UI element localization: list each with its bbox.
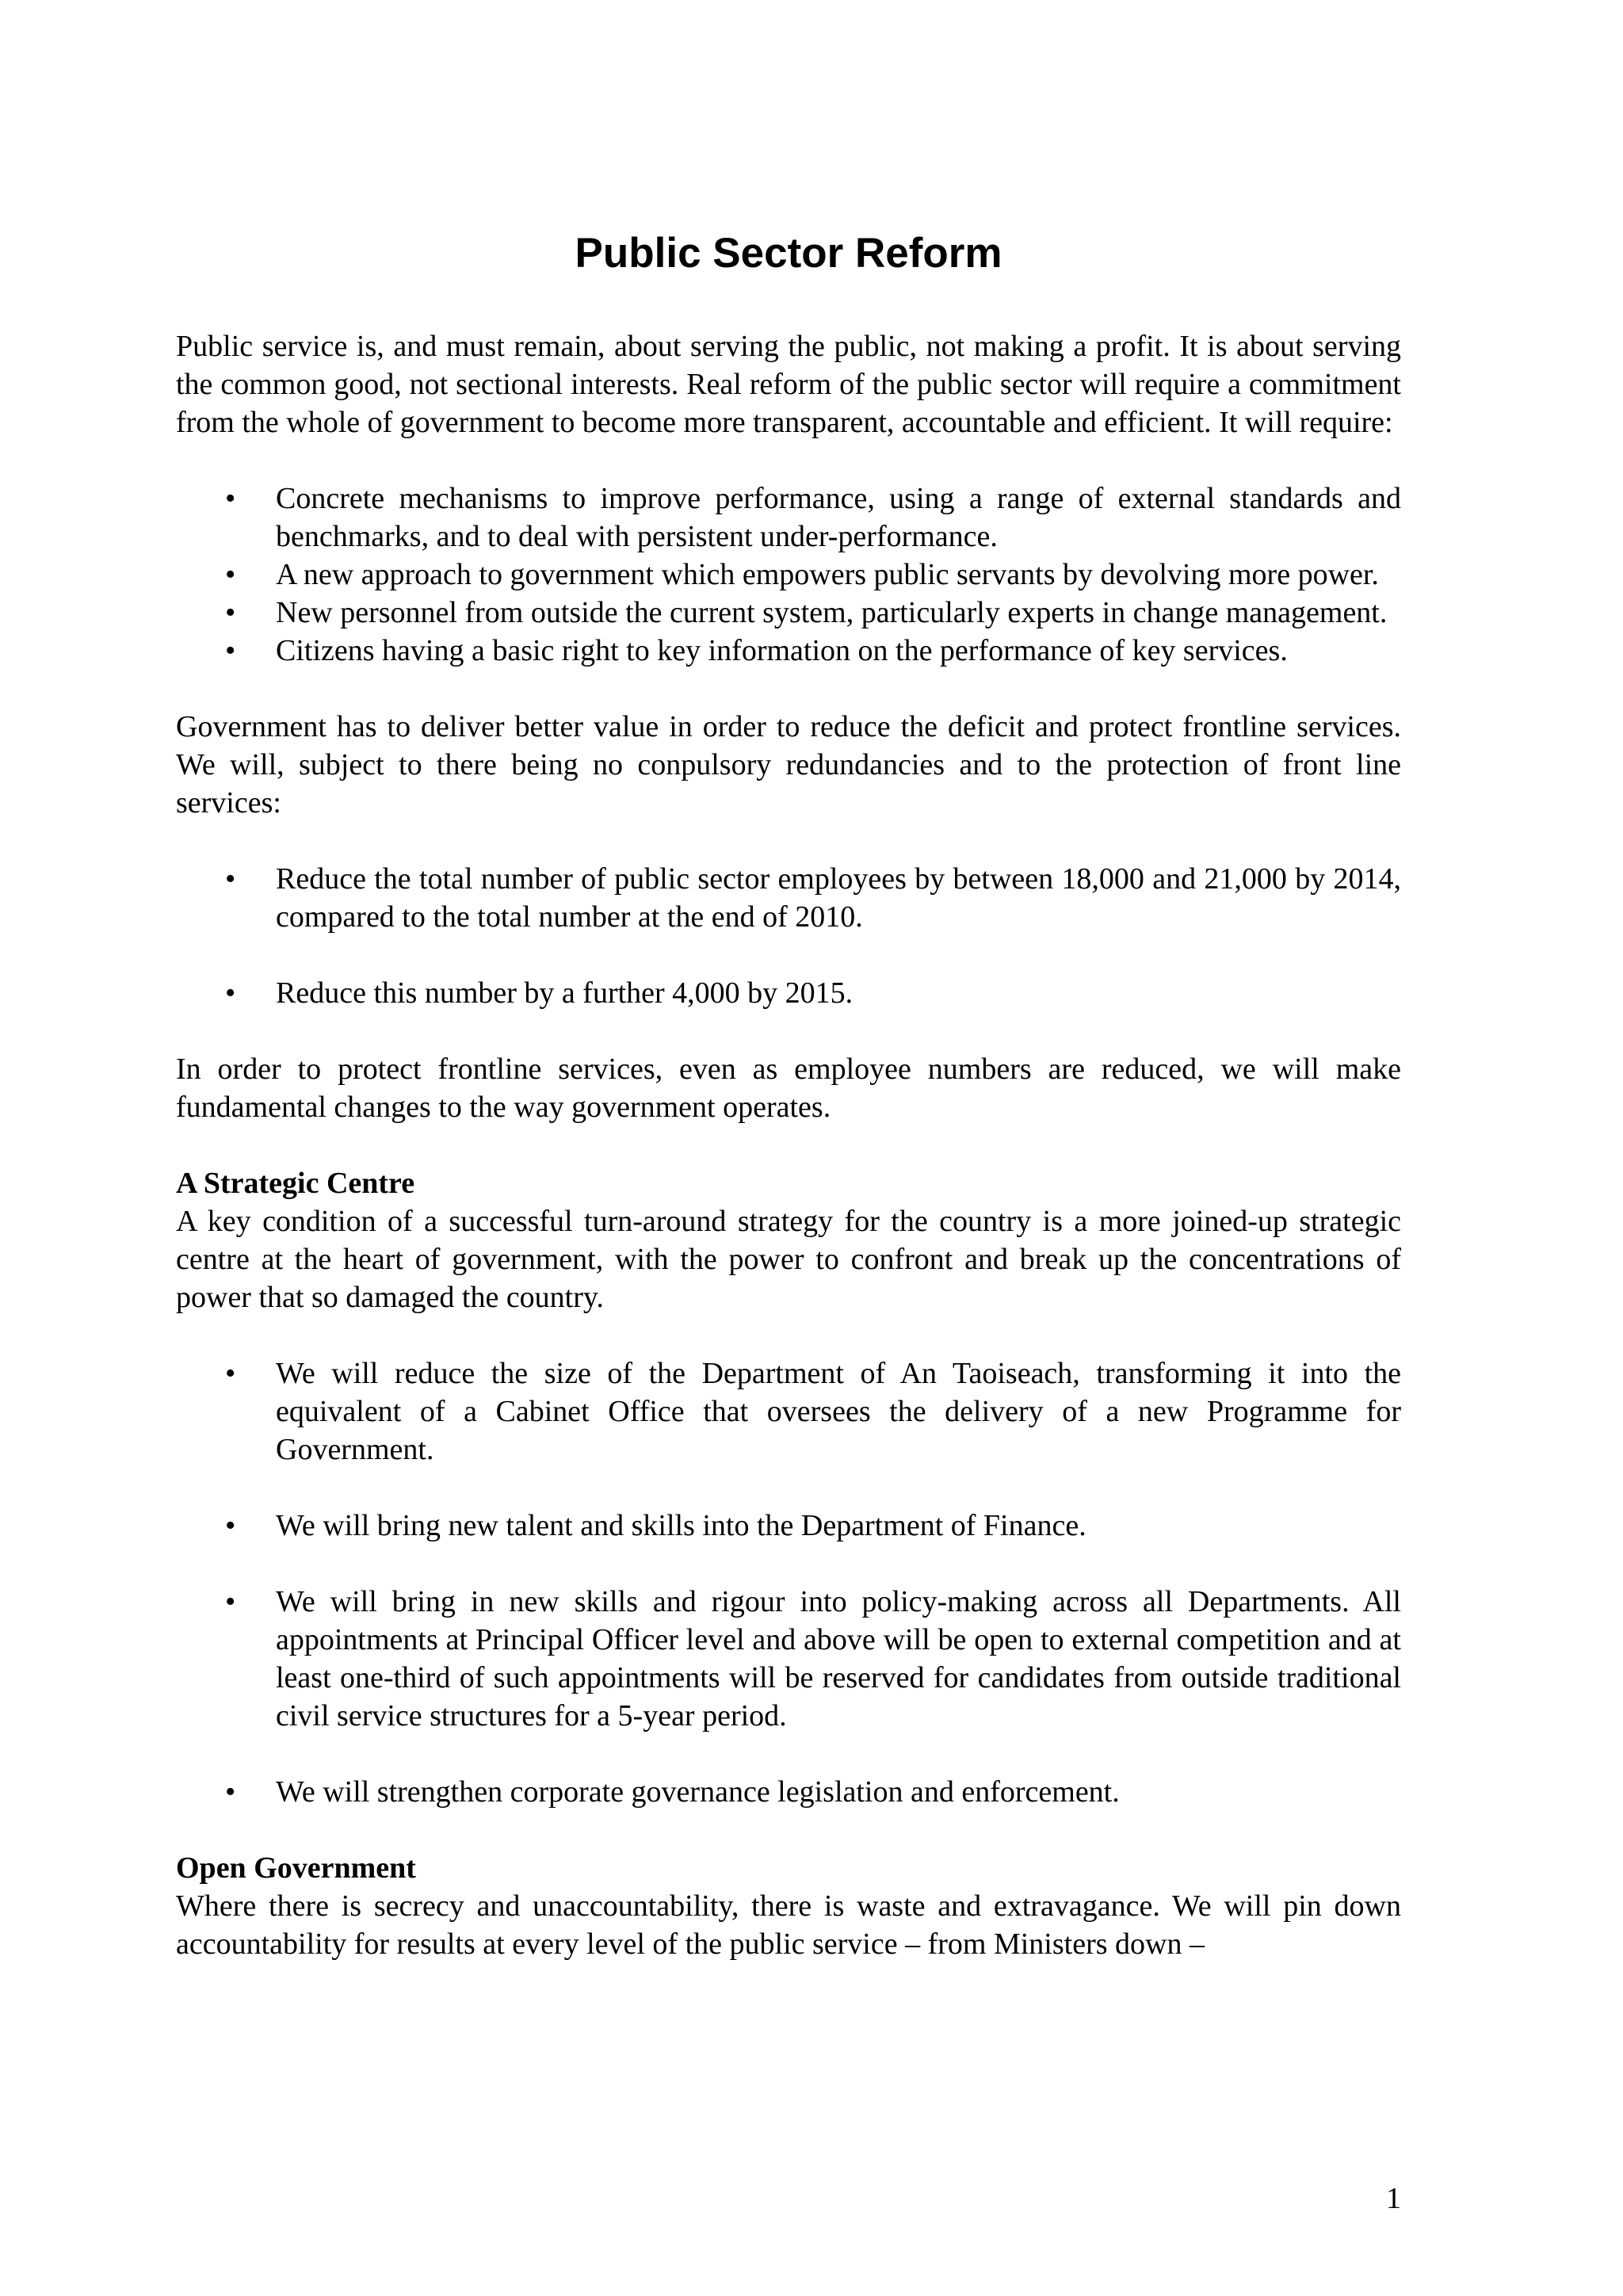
strategic-centre-list: [176, 1773, 1401, 1811]
spacer: [176, 1545, 1401, 1583]
bullet-icon: •: [225, 1775, 236, 1809]
list-item: [176, 594, 1401, 632]
spacer: [176, 936, 1401, 974]
requirements-list: [176, 479, 1401, 670]
list-item-text: New personnel from outside the current system, particularly experts in change management.: [276, 596, 1388, 629]
section-heading-strategic-centre: A Strategic Centre: [176, 1167, 415, 1200]
bullet-icon: •: [225, 558, 236, 591]
bullet-icon: •: [225, 634, 236, 667]
page-number: 1: [1386, 2182, 1401, 2215]
list-item: [176, 1354, 1401, 1469]
list-item: [176, 1583, 1401, 1735]
list-item-text: We will bring new talent and skills into the Department of Finance.: [276, 1509, 1086, 1542]
strategic-centre-list: [176, 1583, 1401, 1735]
intro-paragraph: Public service is, and must remain, about serving the public, not making a profit. It is about serving the common good, not sectional interests. Real reform of the public sector will require a commitment from the whole of government to become more transparent, accountable and efficient. It will require:: [176, 330, 1401, 439]
open-government-paragraph: Where there is secrecy and unaccountability, there is waste and extravagance. We will pin down accountability for results at every level of the public service – from Ministers down –: [176, 1889, 1401, 1961]
list-item: [176, 974, 1401, 1012]
list-item: [176, 1773, 1401, 1811]
list-item-text: Reduce this number by a further 4,000 by 2015.: [276, 976, 854, 1010]
spacer: [176, 1469, 1401, 1507]
page-title: Public Sector Reform: [575, 230, 1002, 277]
spacer: [176, 1735, 1401, 1773]
reductions-list: [176, 860, 1401, 936]
reductions-list-continued: [176, 974, 1401, 1012]
spacer: [176, 1811, 1401, 1849]
spacer: [176, 1012, 1401, 1050]
list-item-text: Reduce the total number of public sector employees by between 18,000 and 21,000 by 2014, compared to the total number at the end of 2010.: [276, 862, 1401, 934]
bullet-icon: •: [225, 1509, 236, 1542]
spacer: [176, 1126, 1401, 1164]
list-item: [176, 860, 1401, 936]
bullet-icon: •: [225, 482, 236, 515]
list-item: [176, 1507, 1401, 1545]
spacer: [176, 1316, 1401, 1354]
value-paragraph: Government has to deliver better value in order to reduce the deficit and protect frontline services. We will, subject to there being no conpulsory redundancies and to the protection of front line services:: [176, 710, 1401, 819]
bullet-icon: •: [225, 1585, 236, 1618]
document-body: [176, 327, 1401, 1963]
list-item-text: We will reduce the size of the Department of An Taoiseach, transforming it into the equivalent of a Cabinet Office that oversees the delivery of a new Programme for Government.: [276, 1357, 1401, 1466]
strategic-centre-list: [176, 1507, 1401, 1545]
bullet-icon: •: [225, 1357, 236, 1390]
list-item-text: A new approach to government which empowers public servants by devolving more power.: [276, 558, 1379, 591]
spacer: [176, 670, 1401, 708]
section-heading-open-government: Open Government: [176, 1851, 416, 1885]
bullet-icon: •: [225, 596, 236, 629]
strategic-centre-paragraph: A key condition of a successful turn-around strategy for the country is a more joined-up strategic centre at the heart of government, with the power to confront and break up the concentrations of power that so damaged the country.: [176, 1205, 1401, 1314]
list-item: [176, 632, 1401, 670]
spacer: [176, 441, 1401, 479]
spacer: [176, 822, 1401, 860]
list-item-text: Citizens having a basic right to key information on the performance of key services.: [276, 634, 1288, 667]
list-item-text: Concrete mechanisms to improve performance, using a range of external standards and benchmarks, and to deal with persistent under-performance.: [276, 482, 1401, 553]
bullet-icon: •: [225, 976, 236, 1010]
list-item: [176, 556, 1401, 594]
strategic-centre-list: [176, 1354, 1401, 1469]
list-item-text: We will strengthen corporate governance legislation and enforcement.: [276, 1775, 1120, 1809]
protect-paragraph: In order to protect frontline services, even as employee numbers are reduced, we will make fundamental changes to the way government operates.: [176, 1052, 1401, 1124]
list-item-text: We will bring in new skills and rigour into policy-making across all Departments. All appointments at Principal Officer level and above will be open to external competition and at least one-third of such appointments will be reserved for candidates from outside traditional civil service structures for a 5-year period.: [276, 1585, 1401, 1733]
bullet-icon: •: [225, 862, 236, 896]
list-item: [176, 479, 1401, 556]
